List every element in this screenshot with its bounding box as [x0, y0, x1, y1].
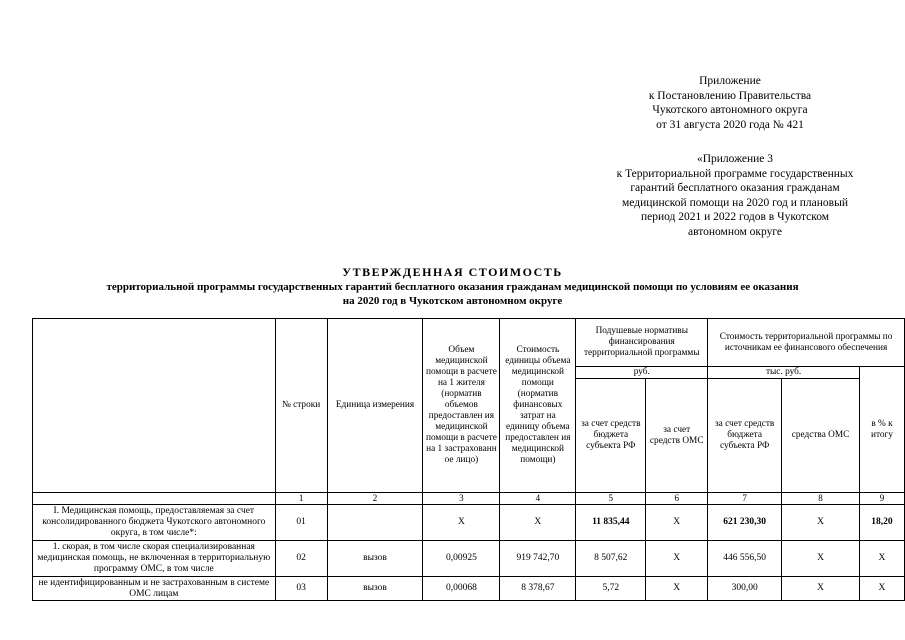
appendix-line: Чукотского автономного округа: [652, 104, 808, 116]
subtitle-line: территориальной программы государственных гарантий бесплатного оказания гражданам медицинской помощи по условиям ее оказания: [106, 281, 799, 293]
row-volume: 0,00068: [423, 577, 500, 601]
appendix3-line: период 2021 и 2022 годов в Чукотском: [640, 211, 830, 223]
row-cost: Х: [500, 505, 576, 541]
row-per-oms: Х: [646, 577, 708, 601]
row-volume: Х: [423, 505, 500, 541]
header-total-unit: тыс. руб.: [708, 367, 860, 379]
header-total-oms: средства ОМС: [782, 379, 860, 493]
row-per-budget: 5,72: [576, 577, 646, 601]
header-budget: за счет средств бюджета субъекта РФ: [576, 379, 646, 493]
row-total-oms: Х: [782, 541, 860, 577]
row-per-oms: Х: [646, 505, 708, 541]
col-number: 7: [708, 493, 782, 505]
appendix-block: [600, 74, 860, 132]
appendix-line: к Постановлению Правительства: [648, 89, 812, 102]
header-row-no: № строки: [275, 319, 327, 493]
header-total-budget: за счет средств бюджета субъекта РФ: [708, 379, 782, 493]
appendix3-line: медицинской помощи на 2020 год и плановый: [621, 196, 848, 209]
row-label: не идентифицированным и не застрахованным в системе ОМС лицам: [33, 577, 276, 601]
col-number: 4: [500, 493, 576, 505]
col-number: 5: [576, 493, 646, 505]
table-row: [33, 577, 905, 601]
row-unit: вызов: [327, 541, 423, 577]
appendix3-block: [585, 152, 885, 239]
row-per-oms: Х: [646, 541, 708, 577]
row-label: 1. скорая, в том числе скорая специализированная медицинская помощь, не включенная в территориальную программу ОМС, в том числе: [33, 541, 276, 577]
table-row: [33, 505, 905, 541]
header-volume: Объем медицинской помощи в расчете на 1 жителя (норматив объемов предоставлен ия медицинской помощи в расчете на 1 застрахованн ое лицо): [423, 319, 500, 493]
header-per-capita: Подушевые нормативы финансирования территориальной программы: [576, 319, 708, 367]
row-unit: вызов: [327, 577, 423, 601]
appendix3-line: автономном округе: [687, 225, 783, 238]
table-row: [33, 541, 905, 577]
document-subtitle: [20, 280, 885, 308]
row-per-budget: 11 835,44: [576, 505, 646, 541]
row-total-budget: 621 230,30: [708, 505, 782, 541]
row-percent: Х: [859, 577, 904, 601]
header-cost: Стоимость единицы объема медицинской помощи (норматив финансовых затрат на единицу объема предоставлен ия медицинской помощи): [500, 319, 576, 493]
cost-table: [32, 318, 905, 601]
row-total-oms: Х: [782, 577, 860, 601]
row-total-oms: Х: [782, 505, 860, 541]
appendix3-line: гарантий бесплатного оказания гражданам: [630, 182, 840, 194]
col-number: 1: [275, 493, 327, 505]
row-no: 01: [275, 505, 327, 541]
row-total-budget: 446 556,50: [708, 541, 782, 577]
row-cost: 8 378,67: [500, 577, 576, 601]
col-number: 9: [859, 493, 904, 505]
col-number: 8: [782, 493, 860, 505]
document-title: УТВЕРЖДЕННАЯ СТОИМОСТЬ: [342, 265, 563, 279]
row-percent: 18,20: [859, 505, 904, 541]
row-no: 02: [275, 541, 327, 577]
appendix-line: Приложение: [699, 75, 761, 87]
row-label: I. Медицинская помощь, предоставляемая за счет консолидированного бюджета Чукотского автономного округа, в том числе*:: [33, 505, 276, 541]
col-number: 2: [327, 493, 423, 505]
header-per-capita-unit: руб.: [576, 367, 708, 379]
appendix3-line: «Приложение 3: [696, 153, 774, 165]
col-number: 3: [423, 493, 500, 505]
appendix-line: от 31 августа 2020 года № 421: [656, 118, 804, 131]
row-no: 03: [275, 577, 327, 601]
header-empty: [33, 319, 276, 493]
row-unit: [327, 505, 423, 541]
header-oms: за счет средств ОМС: [646, 379, 708, 493]
row-volume: 0,00925: [423, 541, 500, 577]
col-number: 6: [646, 493, 708, 505]
subtitle-line: на 2020 год в Чукотском автономном округе: [342, 295, 563, 307]
header-total-cost: Стоимость территориальной программы по источникам ее финансового обеспечения: [708, 319, 905, 367]
row-cost: 919 742,70: [500, 541, 576, 577]
col-number-empty: [33, 493, 276, 505]
appendix3-line: к Территориальной программе государственных: [616, 167, 854, 180]
row-per-budget: 8 507,62: [576, 541, 646, 577]
row-total-budget: 300,00: [708, 577, 782, 601]
header-unit: Единица измерения: [327, 319, 423, 493]
row-percent: Х: [859, 541, 904, 577]
header-percent: в % к итогу: [859, 367, 904, 493]
